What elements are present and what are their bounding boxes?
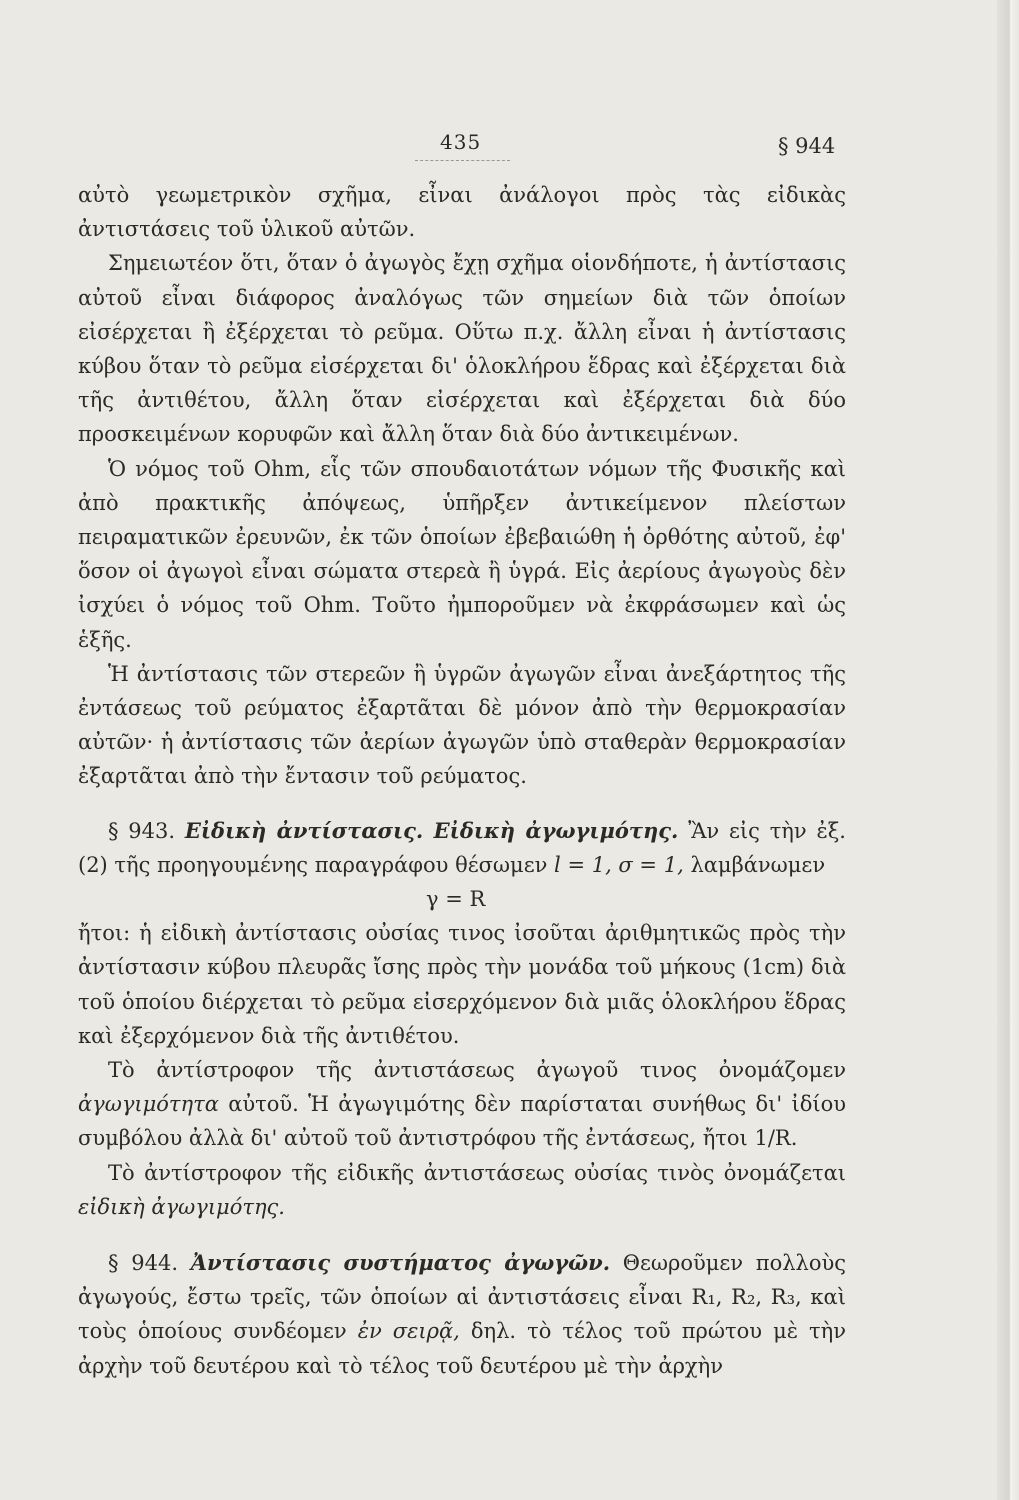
formula-specific-resistance: γ = R — [426, 887, 486, 912]
section-heading: Εἰδικὴ ἀντίστασις. Εἰδικὴ ἀγωγιμότης. — [184, 817, 679, 843]
section-943 — [78, 814, 846, 882]
term-specific-conductance: εἰδικὴ ἀγωγιμότης. — [78, 1194, 285, 1219]
paragraph-specific-resistance: ἤτοι: ἡ εἰδικὴ ἀντίστασις οὐσίας τινος ἰσοῦται ἀριθμητικῶς πρὸς τὴν ἀντίστασιν κύβου πλευρᾶς ἴσης πρὸς τὴν μονάδα τοῦ μήκους (1cm) διὰ τοῦ ὁποίου διέρχεται τὸ ρεῦμα εἰσερχόμενον διὰ μιᾶς ὁλοκλήρου ἕδρας καὶ ἐξερχόμενον διὰ τῆς ἀντιθέτου. — [78, 921, 846, 1048]
section-944 — [78, 1246, 846, 1383]
section-number: § 944. — [108, 1251, 178, 1276]
page-header — [0, 130, 1019, 170]
section-text: λαμβάνωμεν — [690, 852, 826, 877]
text-run: αὐτοῦ. Ἡ ἀγωγιμότης δὲν παρίσταται συνήθως δι' ἰδίου συμβόλου ἀλλὰ δι' αὐτοῦ τοῦ ἀντιστρόφου τῆς ἐντάσεως, ἤτοι 1/R. — [78, 1092, 846, 1151]
page-number-rule — [415, 160, 510, 161]
paragraph-conductance — [78, 1053, 846, 1156]
paragraph-ohm-law: Ὁ νόμος τοῦ Ohm, εἷς τῶν σπουδαιοτάτων νόμων τῆς Φυσικῆς καὶ ἀπὸ πρακτικῆς ἀπόψεως, ὑπῆρξεν ἀντικείμενον πλείστων πειραματικῶν ἐρευνῶν, ἐκ τῶν ὁποίων ἐβεβαιώθη ἡ ὀρθότης αὐτοῦ, ἐφ' ὅσον οἱ ἀγωγοὶ εἶναι σώματα στερεὰ ἢ ὑγρά. Εἰς ἀερίους ἀγωγοὺς δὲν ἰσχύει ὁ νόμος τοῦ Ohm. Τοῦτο ἠμποροῦμεν νὰ ἐκφράσωμεν καὶ ὡς ἑξῆς. — [78, 456, 846, 652]
resistances-symbols: R₁, R₂, R₃, — [691, 1285, 802, 1310]
section-text: δηλ. τὸ τέλος τοῦ πρώτου μὲ τὴν ἀρχὴν τοῦ δευτέρου καὶ τὸ τέλος τοῦ δευτέρου μὲ τὴν ἀρχὴν — [78, 1319, 846, 1378]
page-body — [78, 178, 846, 1383]
paragraph-resistance-temperature: Ἡ ἀντίστασις τῶν στερεῶν ἢ ὑγρῶν ἀγωγῶν εἶναι ἀνεξάρτητος τῆς ἐντάσεως τοῦ ρεύματος ἐξαρτᾶται δὲ μόνον ἀπὸ τὴν θερμοκρασίαν αὐτῶν· ἡ ἀντίστασις τῶν ἀερίων ἀγωγῶν ὑπὸ σταθερὰν θερμοκρασίαν ἐξαρτᾶται ἀπὸ τὴν ἔντασιν τοῦ ρεύματος. — [78, 661, 846, 789]
section-text: Θεωροῦμεν πολλοὺς ἀγωγούς, ἔστω τρεῖς, τῶν ὁποίων αἱ ἀντιστάσεις εἶναι — [78, 1251, 847, 1310]
term-conductance: ἀγωγιμότητα — [78, 1092, 219, 1117]
section-text: Ἂν εἰς τὴν ἐξ. (2) τῆς προηγουμένης παραγράφου θέσωμεν — [78, 818, 846, 877]
page-edge — [997, 0, 1019, 1500]
paragraph-specific-conductance — [78, 1156, 846, 1224]
text-run: Τὸ ἀντίστροφον τῆς ἀντιστάσεως ἀγωγοῦ τινος ὀνομάζομεν — [108, 1058, 846, 1083]
running-section-marker: § 944 — [778, 134, 836, 158]
section-text: καὶ τοὺς ὁποίους συνδέομεν — [78, 1285, 846, 1344]
text-run: Τὸ ἀντίστροφον τῆς εἰδικῆς ἀντιστάσεως οὐσίας τινὸς ὀνομάζεται — [108, 1160, 846, 1185]
paragraph-continuation: αὐτὸ γεωμετρικὸν σχῆμα, εἶναι ἀνάλογοι πρὸς τὰς εἰδικὰς ἀντιστάσεις τοῦ ὑλικοῦ αὐτῶν. — [78, 183, 846, 242]
formula-line — [78, 882, 846, 916]
equation-inline: l = 1, σ = 1, — [554, 852, 684, 877]
term-in-series: ἐν σειρᾷ, — [357, 1319, 460, 1344]
page-number: 435 — [440, 130, 482, 154]
section-number: § 943. — [108, 818, 176, 843]
section-heading: Ἀντίστασις συστήματος ἀγωγῶν. — [190, 1250, 611, 1276]
paragraph-resistance-shape: Σημειωτέον ὅτι, ὅταν ὁ ἀγωγὸς ἔχῃ σχῆμα οἱονδήποτε, ἡ ἀντίστασις αὐτοῦ εἶναι διάφορος ἀναλόγως τῶν σημείων διὰ τῶν ὁποίων εἰσέρχεται ἢ ἐξέρχεται τὸ ρεῦμα. Οὕτω π.χ. ἄλλη εἶναι ἡ ἀντίστασις κύβου ὅταν τὸ ρεῦμα εἰσέρχεται δι' ὁλοκλήρου ἕδρας καὶ ἐξέρχεται διὰ τῆς ἀντιθέτου, ἄλλη ὅταν εἰσέρχεται καὶ ἐξέρχεται διὰ δύο προσκειμένων κορυφῶν καὶ ἄλλη ὅταν διὰ δύο ἀντικειμένων. — [78, 251, 846, 447]
